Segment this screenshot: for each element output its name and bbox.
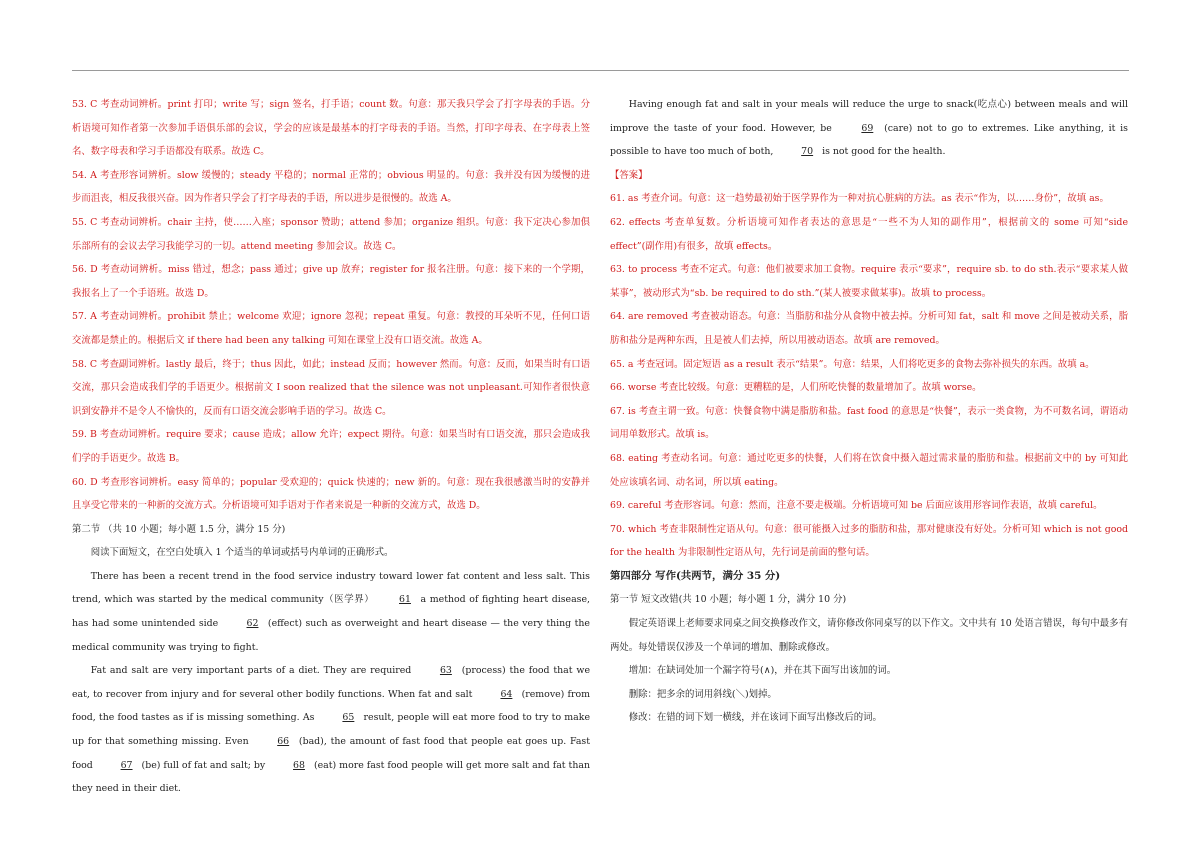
answer-56: 56. D 考查动词辨析。miss 错过，想念；pass 通过；give up 放弃；register for 报名注册。句意：接下来的一个学期，我报名上了一个手语班。故选 D。 bbox=[72, 264, 590, 299]
passage-text: Having enough fat and salt in your meals will reduce the urge to snack(吃点心) between meals and will improve the taste of your food. However, be bbox=[610, 99, 1128, 134]
instruction-add: 增加：在缺词处加一个漏字符号(∧)，并在其下面写出该加的词。 bbox=[628, 665, 897, 677]
passage-paragraph bbox=[72, 659, 590, 801]
blank-70: 70 bbox=[801, 146, 814, 158]
part-four-title: 第四部分 写作(共两节，满分 35 分) bbox=[610, 569, 781, 582]
blank-68: 68 bbox=[293, 759, 305, 771]
passage-paragraph bbox=[72, 565, 590, 659]
section-two-header: 第二节 （共 10 小题；每小题 1.5 分，满分 15 分) bbox=[72, 523, 286, 535]
passage-text: (remove) from food, the food tastes as if is missing something. As bbox=[72, 688, 591, 724]
left-column bbox=[72, 93, 590, 801]
passage-text: a method of fighting heart disease, has had some unintended side bbox=[72, 594, 591, 630]
passage-text: (effect) such as overweight and heart disease — the very thing the medical community was trying to fight. bbox=[72, 618, 590, 653]
answer-69: 69. careful 考查形容词。句意：然而，注意不要走极端。分析语境可知 be 后面应该用形容词作表语，故填 careful。 bbox=[610, 500, 1103, 512]
blank-67: 67 bbox=[120, 759, 133, 771]
answer-66: 66. worse 考查比较级。句意：更糟糕的是，人们所吃快餐的数量增加了。故填 worse。 bbox=[610, 382, 982, 394]
blank-65: 65 bbox=[342, 712, 355, 724]
answer-68: 68. eating 考查动名词。句意：通过吃更多的快餐，人们将在饮食中摄入超过需求量的脂肪和盐。根据前文中的 by 可知此处应该填名词、动名词，所以填 eating。 bbox=[610, 452, 1128, 488]
answer-64: 64. are removed 考查被动语态。句意：当脂肪和盐分从食物中被去掉。分析可知 fat，salt 和 move 之间是被动关系，脂肪和盐分是两种东西，且是被人们去掉，所以用被动语态。故填 are removed。 bbox=[610, 311, 1128, 346]
answer-54: 54. A 考查形容词辨析。slow 缓慢的；steady 平稳的；normal 正常的；obvious 明显的。句意：我并没有因为缓慢的进步而沮丧，相反我很兴奋。因为作者只学会了打字母表的手语，所以进步是很慢的。故选 A。 bbox=[72, 169, 590, 205]
answer-67: 67. is 考查主谓一致。句意：快餐食物中满是脂肪和盐。fast food 的意思是“快餐”，表示一类食物，为不可数名词，谓语动词用单数形式。故填 is。 bbox=[610, 405, 1128, 441]
instruction-delete: 删除：把多余的词用斜线(＼)划掉。 bbox=[628, 688, 777, 700]
answer-label: 【答案】 bbox=[610, 169, 648, 181]
passage-paragraph bbox=[610, 93, 1128, 164]
section-one-header: 第一节 短文改错(共 10 小题；每小题 1 分，满分 10 分) bbox=[610, 594, 847, 606]
passage-text: (process) the food that we eat, to recover from injury and for several other bodily functions. When fat and salt bbox=[72, 665, 590, 700]
passage-text: There has been a recent trend in the food service industry toward lower fat content and less salt. This trend, which was started by the medical community（医学界） bbox=[72, 570, 590, 606]
passage-text: (care) not to go to extremes. Like anything, it is possible to have too much of both, bbox=[610, 122, 1128, 158]
answer-70: 70. which 考查非限制性定语从句。句意：很可能摄入过多的脂肪和盐，那对健康没有好处。分析可知 which is not good for the health 为非限制性定语从句，先行词是前面的整句话。 bbox=[610, 523, 1128, 559]
section-two-instruction: 阅读下面短文，在空白处填入 1 个适当的单词或括号内单词的正确形式。 bbox=[90, 547, 394, 559]
passage-text: (bad), the amount of fast food that people eat goes up. Fast food bbox=[72, 736, 590, 771]
instruction-modify: 修改：在错的词下划一横线，并在该词下面写出修改后的词。 bbox=[628, 712, 882, 724]
blank-62: 62 bbox=[246, 618, 259, 630]
blank-66: 66 bbox=[277, 736, 290, 748]
passage-text: Fat and salt are very important parts of a diet. They are required bbox=[90, 665, 416, 677]
passage-text: result, people will eat more food to try to make up for that something missing. Even bbox=[72, 712, 590, 748]
answer-57: 57. A 考查动词辨析。prohibit 禁止；welcome 欢迎；ignore 忽视；repeat 重复。句意：教授的耳朵听不见，任何口语交流都是禁止的。根据后文 if there had been any talking 可知在课堂上没有口语交流。故选 A。 bbox=[72, 311, 590, 346]
answer-61: 61. as 考查介词。句意：这一趋势最初始于医学界作为一种对抗心脏病的方法。as 表示“作为，以……身份”，故填 as。 bbox=[610, 193, 1109, 205]
blank-63: 63 bbox=[439, 665, 452, 677]
answer-60: 60. D 考查形容词辨析。easy 简单的；popular 受欢迎的；quick 快速的；new 新的。句意：现在我很感激当时的安静并且享受它带来的一种新的交流方式。分析语境可知手语对于作者来说是一种新的交流方式，故选 D。 bbox=[72, 476, 590, 512]
answer-62: 62. effects 考查单复数。分析语境可知作者表达的意思是“一些不为人知的副作用”，根据前文的 some 可知“side effect”(副作用)有很多，故填 effects。 bbox=[610, 216, 1128, 252]
answer-63: 63. to process 考查不定式。句意：他们被要求加工食物。require 表示“要求”，require sb. to do sth.表示“要求某人做某事”，被动形式为“sb. be required to do sth.”(某人被要求做某事)。故填 to process。 bbox=[610, 264, 1128, 299]
passage-text: (eat) more fast food people will get more salt and fat than they need in their diet. bbox=[72, 759, 590, 795]
answer-53: 53. C 考查动词辨析。print 打印；write 写；sign 签名，打手语；count 数。句意：那天我只学会了打字母表的手语。分析语境可知作者第一次参加手语俱乐部的会议，学会的应该是最基本的打字母表的手语。当然，打印字母表、在字母表上签名、数字母表和学习手语都没有联系。故选 C。 bbox=[72, 99, 590, 158]
instruction-paragraph: 假定英语课上老师要求同桌之间交换修改作文，请你修改你同桌写的以下作文。文中共有 10 处语言错误，每句中最多有两处。每处错误仅涉及一个单词的增加、删除或修改。 bbox=[610, 618, 1128, 653]
blank-61: 61 bbox=[399, 594, 411, 606]
answer-55: 55. C 考查动词辨析。chair 主持，使……入座；sponsor 赞助；attend 参加；organize 组织。句意：我下定决心参加俱乐部所有的会议去学习我能学习的一切。attend meeting 参加会议。故选 C。 bbox=[72, 216, 590, 252]
answer-59: 59. B 考查动词辨析。require 要求；cause 造成；allow 允许；expect 期待。句意：如果当时有口语交流，那只会造成我们学的手语更少。故选 B。 bbox=[72, 429, 590, 464]
header-rule bbox=[72, 70, 1129, 71]
answer-list-61-70 bbox=[610, 187, 1128, 565]
right-column bbox=[610, 93, 1128, 730]
blank-69: 69 bbox=[861, 122, 874, 134]
answer-58: 58. C 考查副词辨析。lastly 最后，终于；thus 因此，如此；instead 反而；however 然而。句意：反而，如果当时有口语交流，那只会造成我们学的手语更少。根据前文 I soon realized that the silence was not unpleasant.可知作者很快意识到安静并不是令人不愉快的，反而有口语交流会影响手语的学习。故选 C。 bbox=[72, 358, 590, 417]
passage-text: is not good for the health. bbox=[819, 146, 946, 158]
answer-list-53-60 bbox=[72, 93, 590, 518]
blank-64: 64 bbox=[500, 688, 513, 700]
passage-text: (be) full of fat and salt; by bbox=[138, 759, 269, 771]
answer-65: 65. a 考查冠词。固定短语 as a result 表示“结果”。句意：结果，人们将吃更多的食物去弥补损失的东西。故填 a。 bbox=[610, 358, 1095, 370]
